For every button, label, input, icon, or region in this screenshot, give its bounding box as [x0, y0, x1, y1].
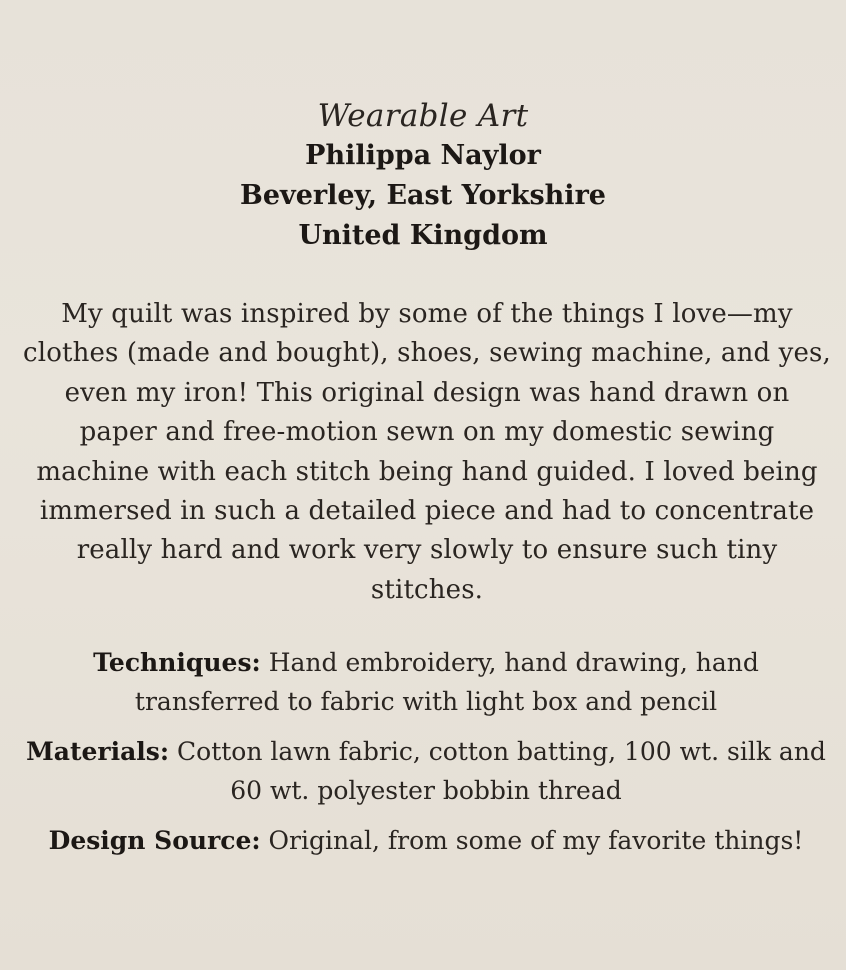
materials-entry	[26, 732, 826, 810]
techniques-value: Hand embroidery, hand drawing, hand transferred to fabric with light box and pencil	[134, 648, 759, 716]
design-source-entry	[26, 821, 826, 860]
artist-location: Beverley, East Yorkshire	[240, 180, 606, 211]
techniques-entry	[26, 643, 826, 721]
materials-value: Cotton lawn fabric, cotton batting, 100 wt. silk and 60 wt. polyester bobbin thread	[177, 737, 826, 805]
category-title: Wearable Art	[317, 98, 529, 134]
quilt-details	[26, 643, 826, 871]
artist-statement: My quilt was inspired by some of the things I love—my clothes (made and bought), shoes, sewing machine, and yes, even my iron! This original design was hand drawn on paper and free-motion sewn on my domestic sewing machine with each stitch being hand guided. I loved being immersed in such a detailed piece and had to concentrate really hard and work very slowly to ensure such tiny stitches.	[23, 299, 831, 605]
techniques-label: Techniques:	[93, 648, 261, 677]
design-source-label: Design Source:	[48, 826, 261, 855]
artist-name: Philippa Naylor	[305, 140, 541, 171]
label-header	[0, 96, 846, 256]
artist-country: United Kingdom	[298, 220, 548, 251]
design-source-value: Original, from some of my favorite things!	[268, 826, 804, 855]
materials-label: Materials:	[26, 737, 170, 766]
